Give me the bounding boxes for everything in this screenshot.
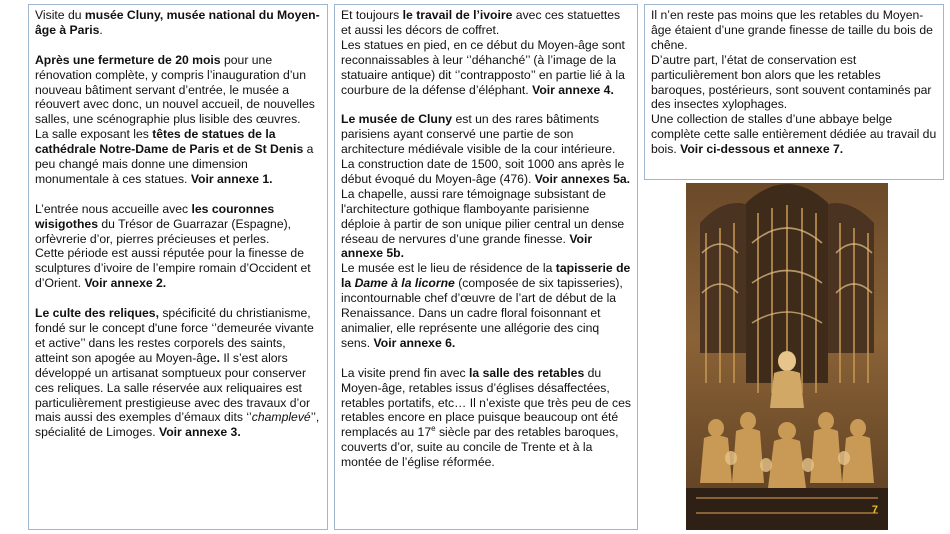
text-column-1 bbox=[28, 4, 328, 530]
paragraph-ivory-period: Cette période est aussi réputée pour la finesse de sculptures d’ivoire de l’empire romain d’Occident et d’Orient. Voir annexe 2. bbox=[35, 246, 311, 291]
carved-altarpiece-image bbox=[686, 183, 888, 530]
paragraph-contrapposto: Les statues en pied, en ce début du Moyen-âge sont reconnaissables à leur ‘’déhanché’’ (à l’image de la statuaire antique) dit ‘’contrapposto’’ en partie lié à la courbure de la défense d’éléphant. Voir annexe 4. bbox=[341, 37, 625, 97]
figure-number-label: 7 bbox=[871, 504, 878, 516]
text-column-3 bbox=[644, 4, 944, 180]
paragraph-oak-carving: Il n’en reste pas moins que les retables du Moyen-âge étaient d’une grande finesse de taille du bois de chêne. bbox=[651, 8, 933, 52]
paragraph-tapestry: Le musée est le lieu de résidence de la tapisserie de la Dame à la licorne (composée de six tapisseries), incontournable chef d’œuvre de l’art de début de la Renaissance. Dans un cadre floral foisonnant et animalier, elle représente une allégorie des cinq sens. Voir annexe 6. bbox=[341, 261, 631, 350]
paragraph-cluny-building: Le musée de Cluny est un des rares bâtiments parisiens ayant conservé une partie de son architecture médiévale visible de la cour intérieure. La construction date de 1500, soit 1000 ans après le début évoqué du Moyen-âge (476). Voir annexes 5a. bbox=[341, 112, 631, 186]
paragraph-retables: La visite prend fin avec la salle des retables du Moyen-âge, retables issus d’églises désaffectées, retables portatifs, etc… Il n’existe que très peu de ces retables encore en place puisque beaucoup ont été remplacés au 17e siècle par des retables baroques, couverts d’or, suite au concile de Trente et à la montée de l’église réformée. bbox=[341, 365, 631, 470]
paragraph-conservation: D’autre part, l’état de conservation est particulièrement bon alors que les retables baroques, postérieurs, sont souvent contaminés par des insectes xylophages. bbox=[651, 52, 932, 112]
paragraph-crowns: L’entrée nous accueille avec les couronnes wisigothes du Trésor de Guarrazar (Espagne), orfèvrerie d’or, pierres précieuses et perles. bbox=[35, 201, 292, 246]
text-column-2 bbox=[334, 4, 638, 530]
paragraph-ivory-work: Et toujours le travail de l’ivoire avec ces statuettes et aussi les décors de coffret. bbox=[341, 8, 621, 37]
paragraph-relics: Le culte des reliques, spécificité du christianisme, fondé sur le concept d'une force ‘’demeurée vivante et active’’ dans les restes corporels des saints, atteint son apogée au Moyen-âge. Il s’est alors développé un artisanat somptueux pour conserver ces reliques. La salle réservée aux reliquaires est particulièrement prestigieuse avec des travaux d’or mais aussi des exemples d’émaux dits ‘’champlevé’’, spécialité de Limoges. Voir annexe 3. bbox=[35, 306, 320, 440]
paragraph-intro: Visite du musée Cluny, musée national du Moyen-âge à Paris. bbox=[35, 8, 320, 37]
paragraph-chapel: La chapelle, aussi rare témoignage subsistant de l'architecture gothique flamboyante parisienne déploie à partir de son unique pilier central un dense réseau de nervures d’une grande finesse. Voir annexe 5b. bbox=[341, 186, 625, 261]
paragraph-statue-heads: La salle exposant les têtes de statues de la cathédrale Notre-Dame de Paris et de St Denis a peu changé mais donne une dimension monumentale à ces statues. Voir annexe 1. bbox=[35, 127, 314, 186]
paragraph-renovation: Après une fermeture de 20 mois pour une rénovation complète, y compris l’inauguration d’un nouveau bâtiment servant d’entrée, le musée a réouvert avec donc, un nouvel accueil, de nouvelles salles, une scénographie plus lisible des œuvres. bbox=[35, 52, 315, 127]
paragraph-stalls: Une collection de stalles d’une abbaye belge complète cette salle entièrement dédiée au travail du bois. Voir ci-dessous et annexe 7. bbox=[651, 112, 937, 157]
altarpiece-illustration bbox=[686, 183, 888, 530]
